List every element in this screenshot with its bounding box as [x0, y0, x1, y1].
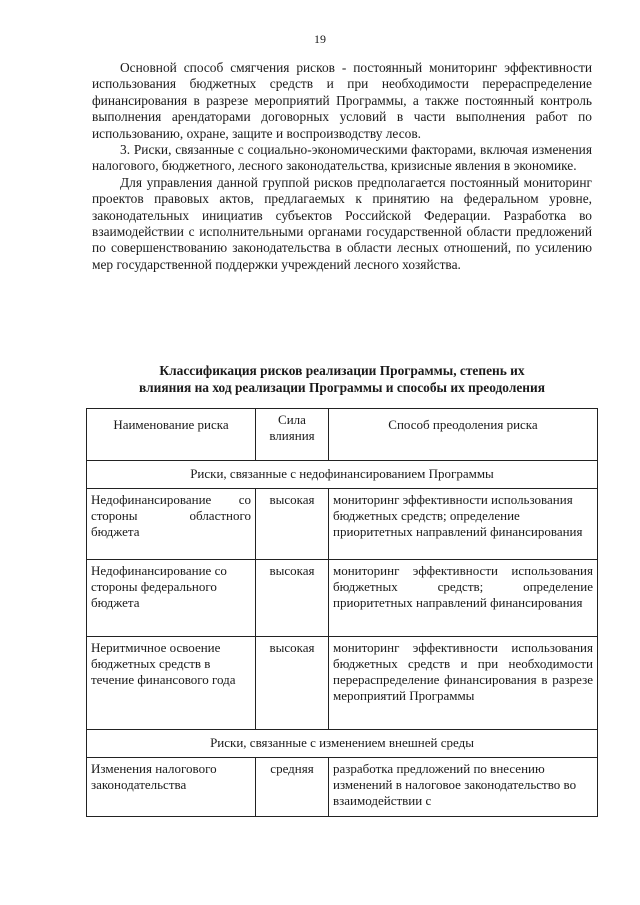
section-underfunding-label: Риски, связанные с недофинансированием Программы: [87, 461, 598, 489]
impact-cell: высокая: [256, 637, 329, 730]
table-title: [92, 362, 592, 396]
section-row-underfunding: [87, 461, 598, 489]
table-header-row: [87, 409, 598, 461]
impact-cell: средняя: [256, 758, 329, 817]
body-text: [92, 60, 592, 273]
table-title-line-2: влияния на ход реализации Программы и способы их преодоления: [139, 380, 545, 395]
table-row: [87, 489, 598, 560]
risk-name-cell: Недофинансирование со стороны областного бюджета: [87, 489, 256, 560]
method-cell: мониторинг эффективности использования бюджетных средств и при необходимости перераспределение финансирования в разрезе мероприятий Программы: [329, 637, 598, 730]
risk-name-cell: Недофинансирование со стороны федерального бюджета: [87, 560, 256, 637]
section-row-external: [87, 730, 598, 758]
header-risk-name: Наименование риска: [87, 409, 256, 461]
page-number: 19: [314, 32, 326, 46]
header-impact: Сила влияния: [256, 409, 329, 461]
header-method: Способ преодоления риска: [329, 409, 598, 461]
risk-name-cell: Неритмичное освоение бюджетных средств в течение финансового года: [87, 637, 256, 730]
paragraph-mitigation: Основной способ смягчения рисков - постоянный мониторинг эффективности использования бюджетных средств и при необходимости перераспределение финансирования в разрезе мероприятий Программы, а также постоянный контроль выполнения арендаторами договорных условий в части выполнения работ по использованию, охране, защите и воспроизводству лесов.: [92, 60, 592, 141]
risk-table: [86, 408, 598, 817]
impact-cell: высокая: [256, 560, 329, 637]
impact-cell: высокая: [256, 489, 329, 560]
table-row: [87, 637, 598, 730]
paragraph-risk-management: Для управления данной группой рисков предполагается постоянный мониторинг проектов правовых актов, предлагаемых к принятию на федеральном уровне, законодательных инициатив субъектов Российской Федерации. Разработка во взаимодействии с исполнительными органами государственной области предложений по совершенствованию законодательства в области лесных отношений, по усилению мер государственной поддержки учреждений лесного хозяйства.: [92, 174, 592, 272]
paragraph-socioeconomic-risks: 3. Риски, связанные с социально-экономическими факторами, включая изменения налогового, бюджетного, лесного законодательства, кризисные явления в экономике.: [92, 142, 592, 174]
method-cell: мониторинг эффективности использования бюджетных средств; определение приоритетных направлений финансирования: [329, 489, 598, 560]
section-external-label: Риски, связанные с изменением внешней среды: [87, 730, 598, 758]
table-row: [87, 758, 598, 817]
method-cell: мониторинг эффективности использования бюджетных средств; определение приоритетных направлений финансирования: [329, 560, 598, 637]
table-title-line-1: Классификация рисков реализации Программы, степень их: [159, 363, 525, 378]
table-row: [87, 560, 598, 637]
risk-name-cell: Изменения налогового законодательства: [87, 758, 256, 817]
method-cell: разработка предложений по внесению изменений в налоговое законодательство во взаимодействии с: [329, 758, 598, 817]
